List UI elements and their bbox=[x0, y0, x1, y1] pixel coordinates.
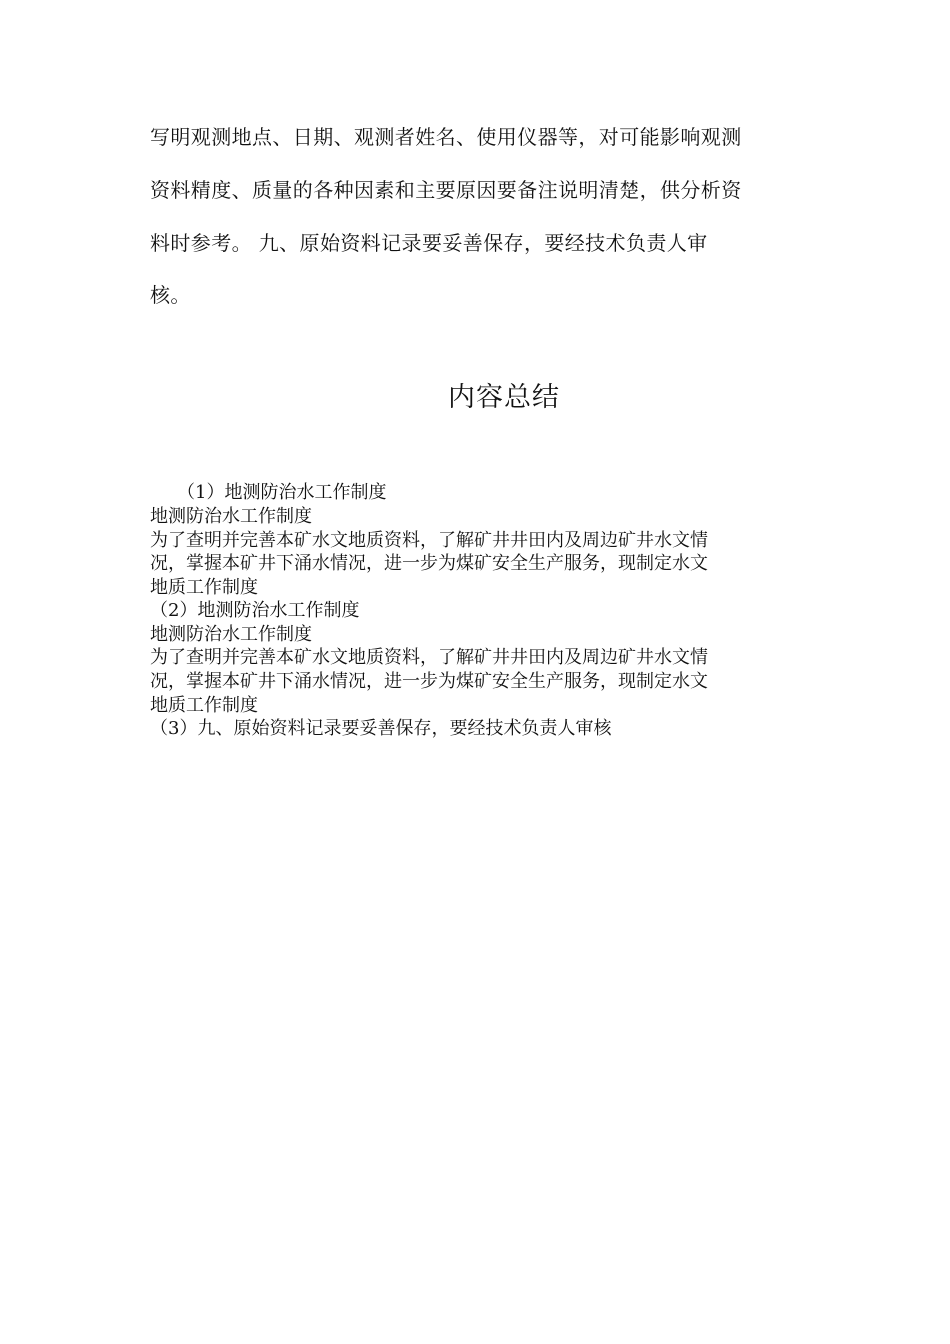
summary-line: 为了查明并完善本矿水文地质资料，了解矿井井田内及周边矿井水文情 bbox=[150, 530, 708, 551]
summary-line: 况，掌握本矿井下涌水情况，进一步为煤矿安全生产服务，现制定水文 bbox=[150, 553, 708, 574]
summary-line: （3）九、原始资料记录要妥善保存，要经技术负责人审核 bbox=[150, 718, 612, 739]
summary-line: 地测防治水工作制度 bbox=[150, 506, 312, 527]
body-text-line: 料时参考。 九、原始资料记录要妥善保存，要经技术负责人审 bbox=[150, 231, 708, 255]
summary-line: （1）地测防治水工作制度 bbox=[150, 482, 387, 503]
section-title: 内容总结 bbox=[448, 382, 560, 413]
summary-line: 地质工作制度 bbox=[150, 577, 258, 598]
summary-line: 为了查明并完善本矿水文地质资料，了解矿井井田内及周边矿井水文情 bbox=[150, 647, 708, 668]
body-text-line: 写明观测地点、日期、观测者姓名、使用仪器等，对可能影响观测 bbox=[150, 125, 742, 149]
summary-line: （2）地测防治水工作制度 bbox=[150, 600, 360, 621]
body-text-line: 资料精度、质量的各种因素和主要原因要备注说明清楚，供分析资 bbox=[150, 178, 742, 202]
body-text-line: 核。 bbox=[150, 283, 191, 307]
summary-line: 地质工作制度 bbox=[150, 695, 258, 716]
summary-line: 地测防治水工作制度 bbox=[150, 624, 312, 645]
summary-line: 况，掌握本矿井下涌水情况，进一步为煤矿安全生产服务，现制定水文 bbox=[150, 671, 708, 692]
